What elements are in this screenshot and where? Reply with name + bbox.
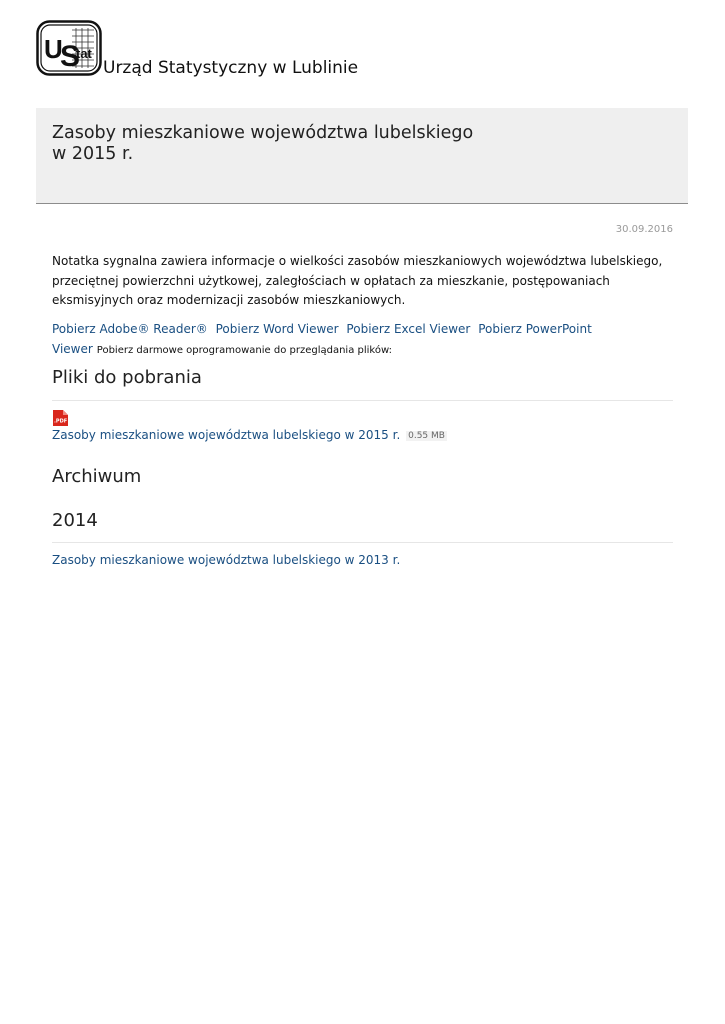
file-name[interactable]: Zasoby mieszkaniowe województwa lubelskiego w 2015 r. <box>52 428 401 442</box>
pdf-icon[interactable] <box>52 410 68 426</box>
svg-text:U: U <box>44 34 63 64</box>
divider <box>52 542 673 543</box>
file-size-badge: 0.55 MB <box>408 431 445 441</box>
excel-viewer-link[interactable]: Pobierz Excel Viewer <box>346 322 471 336</box>
powerpoint-viewer-link[interactable]: Pobierz PowerPoint Viewer <box>52 322 592 356</box>
svg-text:S: S <box>60 40 81 73</box>
viewer-links <box>52 319 674 361</box>
page-title: Zasoby mieszkaniowe województwa lubelskiego w 2015 r. <box>52 123 474 164</box>
ustat-logo[interactable] <box>36 20 102 76</box>
site-header <box>36 20 686 80</box>
download-file-link[interactable] <box>52 428 447 442</box>
adobe-reader-link[interactable]: Pobierz Adobe® Reader® <box>52 322 208 336</box>
svg-text:tat: tat <box>76 46 92 61</box>
archive-link-2013[interactable]: Zasoby mieszkaniowe województwa lubelskiego w 2013 r. <box>52 553 401 567</box>
office-name[interactable]: Urząd Statystyczny w Lublinie <box>103 58 359 78</box>
article-description: Notatka sygnalna zawiera informacje o wielkości zasobów mieszkaniowych województwa lubelskiego, przeciętnej powierzchni użytkowej, zaległościach w opłatach za mieszkanie, postępowaniach eksmisyjnych oraz modernizacji zasobów mieszkaniowych. <box>52 254 663 307</box>
word-viewer-link[interactable]: Pobierz Word Viewer <box>215 322 339 336</box>
publication-date: 30.09.2016 <box>615 224 673 235</box>
archive-year-heading: 2014 <box>52 510 98 531</box>
viewer-note: Pobierz darmowe oprogramowanie do przeglądania plików: <box>96 345 392 356</box>
downloads-heading: Pliki do pobrania <box>52 367 202 388</box>
archive-heading: Archiwum <box>52 466 142 487</box>
divider <box>52 400 673 401</box>
pdf-icon-label: .PDF <box>54 418 68 425</box>
title-box <box>36 108 688 204</box>
